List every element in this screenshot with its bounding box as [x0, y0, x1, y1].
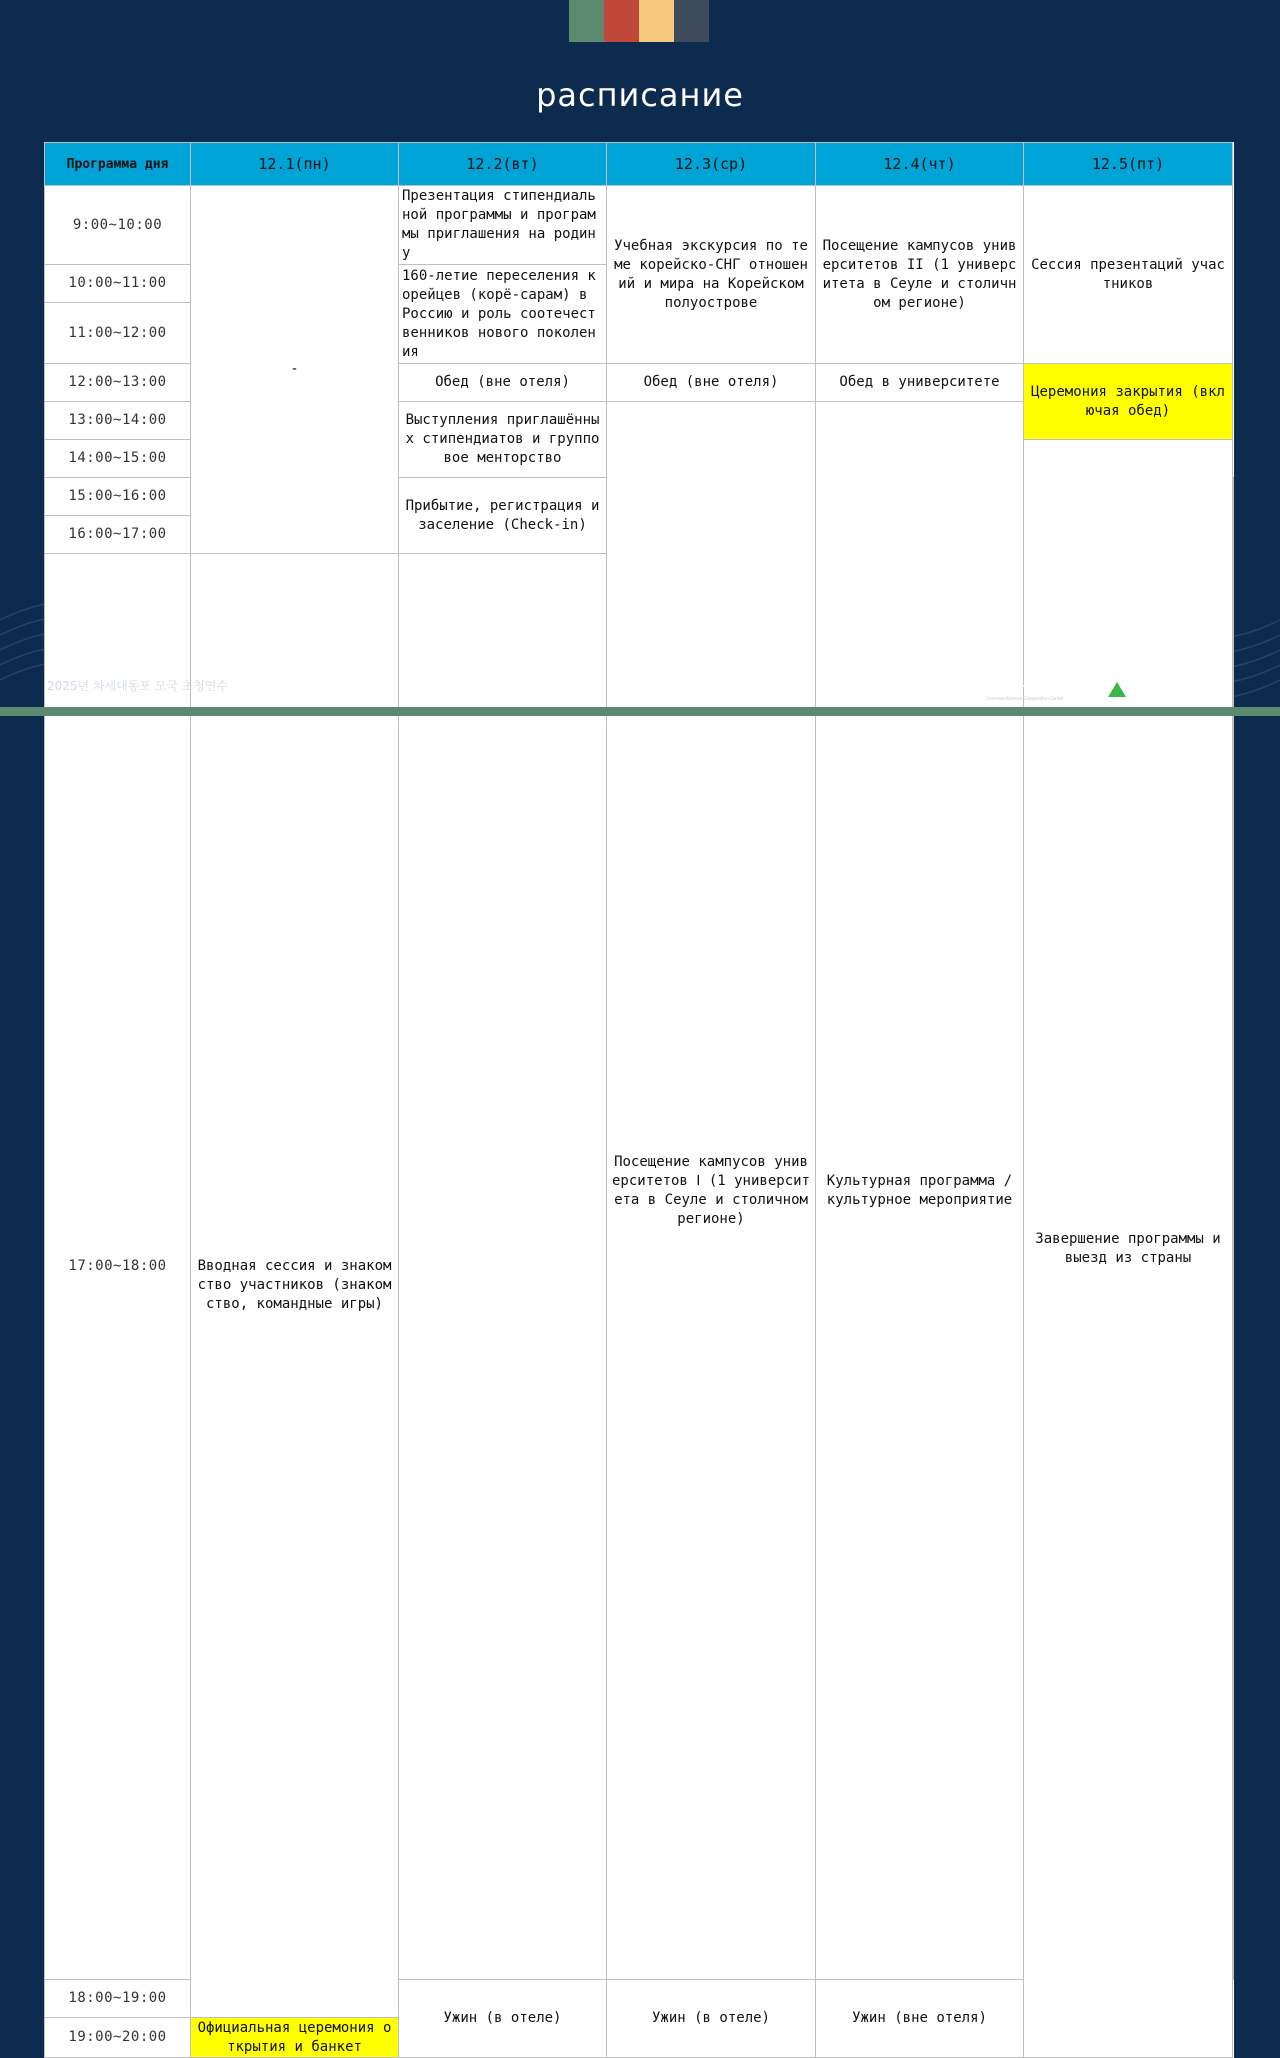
schedule-table: [44, 142, 1234, 2058]
time-slot: 19:00~20:00: [45, 2018, 191, 2058]
d1-free-cell: -: [191, 186, 399, 554]
d5-closing-cell: Церемония закрытия (включая обед): [1024, 364, 1233, 440]
page-title: расписание: [536, 76, 744, 114]
time-slot: 10:00~11:00: [45, 265, 191, 303]
d4-dinner-cell: Ужин (вне отеля): [816, 1980, 1024, 2058]
hri-logo-text: 현대경제연구원: [1130, 680, 1232, 699]
header-day-5: 12.5(пт): [1024, 143, 1233, 186]
header-day-1: 12.1(пн): [191, 143, 399, 186]
d3-lunch-cell: Обед (вне отеля): [607, 364, 816, 402]
d2-anniversary-cell: 160-летие переселения корейцев (корё-сарам) в Россию и роль соотечественников нового поколения: [399, 265, 607, 364]
okcc-logo-subtext: Overseas Koreans Cooperation Center: [985, 696, 1064, 702]
d3-dinner-cell: Ужин (в отеле): [607, 1980, 816, 2058]
hri-logo: [1108, 679, 1232, 700]
swatch-green: [569, 0, 604, 42]
d2-presentation-cell: Презентация стипендиальной программы и программы приглашения на родину: [399, 186, 607, 265]
header-day-3: 12.3(ср): [607, 143, 816, 186]
time-slot: 16:00~17:00: [45, 516, 191, 554]
footer-logos: [985, 676, 1232, 702]
d3-excursion-cell: Учебная экскурсия по теме корейско-СНГ отношений и мира на Корейском полуострове: [607, 186, 816, 364]
d2-lunch-cell: Обед (вне отеля): [399, 364, 607, 402]
d2-dinner-cell: Ужин (в отеле): [399, 1980, 607, 2058]
time-slot: 17:00~18:00: [45, 554, 191, 1980]
time-slot: 12:00~13:00: [45, 364, 191, 402]
bottom-bar: [0, 707, 1280, 716]
time-slot: 18:00~19:00: [45, 1980, 191, 2018]
d1-arrival-cell: Прибытие, регистрация и заселение (Check-in): [399, 478, 607, 554]
d2-speeches-cell: Выступления приглашённых стипендиатов и групповое менторство: [399, 402, 607, 478]
d4-culture-cell: Культурная программа / культурное мероприятие: [816, 402, 1024, 1980]
d5-end-cell: Завершение программы и выезд из страны: [1024, 440, 1233, 2058]
d1-opening-cell: Официальная церемония открытия и банкет: [191, 2018, 399, 2058]
header-day-2: 12.2(вт): [399, 143, 607, 186]
time-slot: 15:00~16:00: [45, 478, 191, 516]
d3-campus-cell: Посещение кампусов университетов Ⅰ (1 университета в Сеуле и столичном регионе): [607, 402, 816, 1980]
footer-caption: 2025년 차세대동포 모국 초청연수: [47, 679, 229, 693]
swatch-red: [604, 0, 639, 42]
swatch-slate: [674, 0, 709, 42]
d4-campus-cell: Посещение кампусов университетов II (1 университета в Сеуле и столичном регионе): [816, 186, 1024, 364]
okcc-logo-text: 재외동포협력센터: [985, 679, 1090, 695]
time-slot: 9:00~10:00: [45, 186, 191, 265]
header-program-day: Программа дня: [45, 143, 191, 186]
d2-koryo-cell: [1233, 478, 1234, 1980]
triangle-icon: [1108, 682, 1126, 697]
color-swatches: [569, 0, 709, 42]
time-slot: 14:00~15:00: [45, 440, 191, 478]
d5-session-cell: Сессия презентаций участников: [1024, 186, 1233, 364]
swatch-peach: [639, 0, 674, 42]
d1-intro-cell: Вводная сессия и знакомство участников (знакомство, командные игры): [191, 554, 399, 2018]
time-slot: 13:00~14:00: [45, 402, 191, 440]
time-slot: 11:00~12:00: [45, 303, 191, 364]
header-day-4: 12.4(чт): [816, 143, 1024, 186]
d4-lunch-cell: Обед в университете: [816, 364, 1024, 402]
okcc-logo: [985, 676, 1089, 702]
